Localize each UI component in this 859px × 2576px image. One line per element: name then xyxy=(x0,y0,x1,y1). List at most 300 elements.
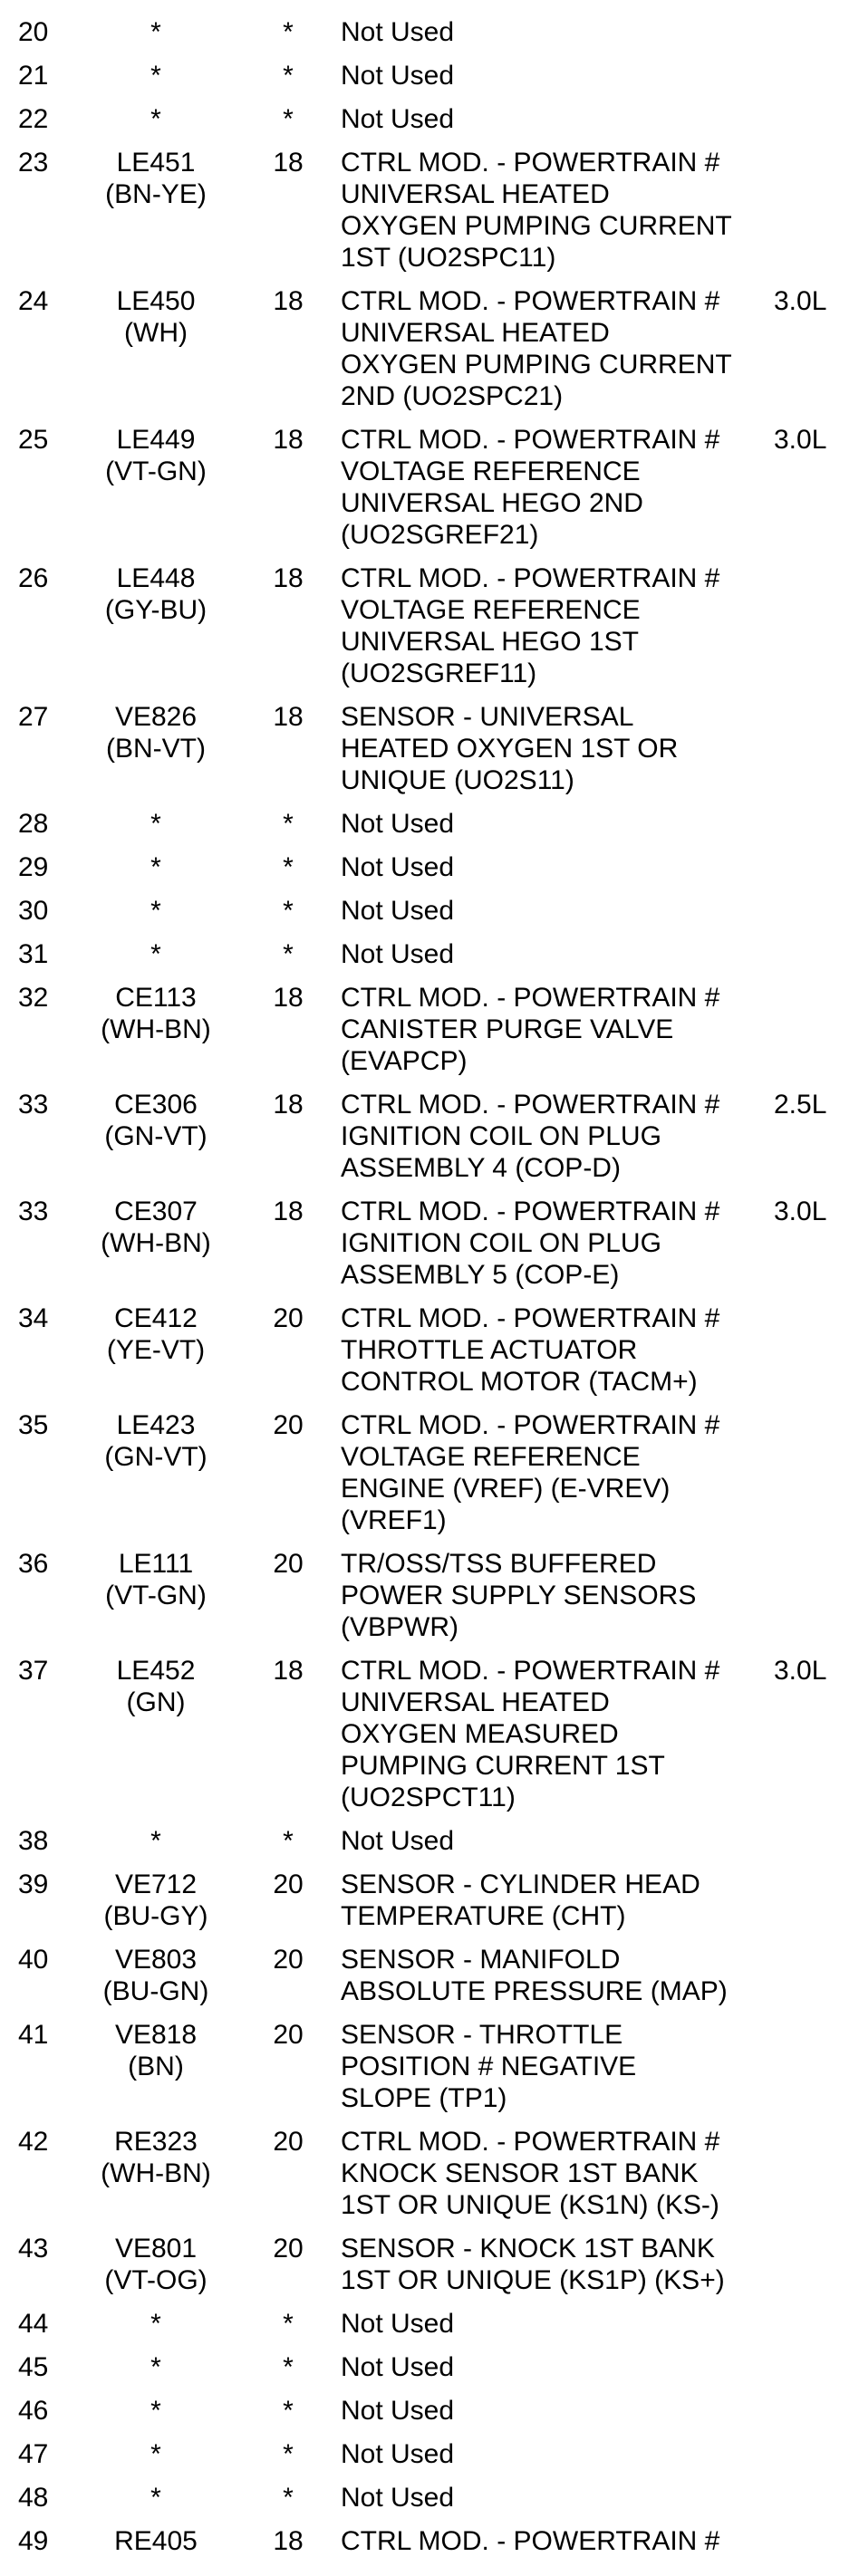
wire-gauge: 18 xyxy=(273,1197,304,1226)
wire-gauge: 18 xyxy=(273,563,304,593)
circuit-function-line: Not Used xyxy=(341,896,455,926)
pin-number: 40 xyxy=(18,1945,49,1975)
table-row xyxy=(0,1302,859,1409)
circuit-function-line: HEATED OXYGEN 1ST OR xyxy=(341,734,679,764)
table-row xyxy=(0,808,859,851)
engine-option-note xyxy=(774,2233,859,2308)
pin-number: 25 xyxy=(18,425,49,455)
pin-number: 29 xyxy=(18,852,49,882)
circuit-id: * xyxy=(150,2309,161,2339)
circuit-cell xyxy=(71,1302,241,1409)
circuit-id: CE113 xyxy=(115,983,197,1013)
circuit-cell xyxy=(71,2019,241,2126)
circuit-function-cell xyxy=(335,851,774,895)
table-row xyxy=(0,562,859,701)
engine-option-note xyxy=(774,982,859,1089)
wire-gauge: * xyxy=(283,2352,294,2382)
table-row xyxy=(0,424,859,562)
pin-number: 36 xyxy=(18,1549,49,1579)
wire-color: (GN-VT) xyxy=(104,1442,208,1472)
wire-gauge: 20 xyxy=(273,2020,304,2050)
circuit-function-line: Not Used xyxy=(341,939,455,969)
engine-option-note xyxy=(774,938,859,982)
wire-color: (WH-BN) xyxy=(101,1228,211,1258)
wire-gauge: * xyxy=(283,809,294,839)
wire-gauge: 20 xyxy=(273,1870,304,1899)
circuit-cell xyxy=(71,1196,241,1302)
engine-option-note xyxy=(774,103,859,147)
engine-option-note xyxy=(774,562,859,701)
circuit-cell xyxy=(71,1655,241,1825)
pin-number: 30 xyxy=(18,896,49,926)
circuit-id: RE405 xyxy=(114,2526,198,2556)
circuit-function-cell xyxy=(335,2482,774,2525)
circuit-function-cell xyxy=(335,1409,774,1548)
circuit-function-cell xyxy=(335,2395,774,2438)
circuit-function-cell xyxy=(335,982,774,1089)
circuit-function-line: (UO2SGREF21) xyxy=(341,520,539,550)
circuit-id: LE423 xyxy=(116,1410,196,1440)
wire-gauge: 18 xyxy=(273,983,304,1013)
circuit-function-line: UNIVERSAL HEGO 2ND xyxy=(341,488,643,518)
circuit-id: * xyxy=(150,2483,161,2513)
table-row xyxy=(0,2351,859,2395)
table-row xyxy=(0,1548,859,1655)
wire-gauge: * xyxy=(283,2309,294,2339)
circuit-function-line: CANISTER PURGE VALVE xyxy=(341,1014,674,1044)
pin-number: 45 xyxy=(18,2352,49,2382)
circuit-function-line: 1ST OR UNIQUE (KS1P) (KS+) xyxy=(341,2265,725,2295)
circuit-function-line: CTRL MOD. - POWERTRAIN # xyxy=(341,2526,720,2556)
circuit-id: * xyxy=(150,852,161,882)
circuit-function-line: (UO2SPCT11) xyxy=(341,1783,516,1812)
circuit-function-line: CTRL MOD. - POWERTRAIN # xyxy=(341,425,720,455)
circuit-function-line: IGNITION COIL ON PLUG xyxy=(341,1121,661,1151)
circuit-cell xyxy=(71,2126,241,2233)
circuit-function-cell xyxy=(335,424,774,562)
table-row xyxy=(0,1655,859,1825)
circuit-function-cell xyxy=(335,1302,774,1409)
wire-color: (VT-OG) xyxy=(104,2265,208,2295)
circuit-function-line: ASSEMBLY 5 (COP-E) xyxy=(341,1260,620,1290)
circuit-id: LE449 xyxy=(116,425,196,455)
circuit-function-line: CTRL MOD. - POWERTRAIN # xyxy=(341,1197,720,1226)
circuit-function-line: OXYGEN PUMPING CURRENT xyxy=(341,211,732,241)
circuit-function-cell xyxy=(335,60,774,103)
circuit-id: CE412 xyxy=(114,1303,198,1333)
table-row xyxy=(0,147,859,285)
circuit-id: LE111 xyxy=(118,1549,194,1579)
circuit-function-line: Not Used xyxy=(341,2483,455,2513)
circuit-id: * xyxy=(150,2352,161,2382)
engine-option-note xyxy=(774,2019,859,2126)
circuit-id: CE306 xyxy=(114,1090,198,1120)
circuit-function-cell xyxy=(335,147,774,285)
pin-number: 47 xyxy=(18,2439,49,2469)
table-row xyxy=(0,938,859,982)
circuit-function-line: CTRL MOD. - POWERTRAIN # xyxy=(341,983,720,1013)
circuit-function-line: Not Used xyxy=(341,1826,455,1856)
circuit-cell xyxy=(71,1825,241,1869)
table-row xyxy=(0,2525,859,2569)
pin-number: 23 xyxy=(18,148,49,178)
circuit-cell xyxy=(71,562,241,701)
circuit-function-line: UNIVERSAL HEGO 1ST xyxy=(341,627,639,657)
circuit-id: VE712 xyxy=(114,1870,198,1899)
circuit-id: LE450 xyxy=(116,286,196,316)
engine-option-note xyxy=(774,1548,859,1655)
circuit-id: * xyxy=(150,2396,161,2426)
circuit-cell xyxy=(71,2351,241,2395)
pin-number: 21 xyxy=(18,61,49,91)
circuit-function-line: Not Used xyxy=(341,2396,455,2426)
wire-gauge: * xyxy=(283,852,294,882)
engine-option-note xyxy=(774,2482,859,2525)
pin-number: 26 xyxy=(18,563,49,593)
circuit-id: LE451 xyxy=(116,148,196,178)
engine-option-note xyxy=(774,1302,859,1409)
engine-option-note: 3.0L xyxy=(774,1197,827,1226)
circuit-function-line: 1ST (UO2SPC11) xyxy=(341,243,556,273)
circuit-cell xyxy=(71,938,241,982)
engine-option-note xyxy=(774,1409,859,1548)
wire-gauge: 18 xyxy=(273,1656,304,1686)
engine-option-note xyxy=(774,16,859,60)
wire-gauge: 20 xyxy=(273,2127,304,2157)
circuit-id: * xyxy=(150,809,161,839)
circuit-cell xyxy=(71,2525,241,2569)
circuit-function-line: 2ND (UO2SPC21) xyxy=(341,381,564,411)
circuit-function-line: SENSOR - THROTTLE xyxy=(341,2020,623,2050)
engine-option-note: 3.0L xyxy=(774,1656,827,1686)
circuit-id: * xyxy=(150,17,161,47)
circuit-function-line: CTRL MOD. - POWERTRAIN # xyxy=(341,563,720,593)
circuit-function-line: Not Used xyxy=(341,104,455,134)
circuit-function-line: OXYGEN MEASURED xyxy=(341,1719,619,1749)
table-row xyxy=(0,1825,859,1869)
wire-color: (WH-BN) xyxy=(101,1014,211,1044)
wire-gauge: * xyxy=(283,2439,294,2469)
circuit-cell xyxy=(71,2438,241,2482)
circuit-id: * xyxy=(150,1826,161,1856)
wire-color: (WH) xyxy=(124,318,188,348)
wire-gauge: * xyxy=(283,2396,294,2426)
pin-number: 31 xyxy=(18,939,49,969)
wire-gauge: * xyxy=(283,896,294,926)
circuit-cell xyxy=(71,285,241,424)
circuit-function-line: Not Used xyxy=(341,2439,455,2469)
circuit-function-line: CTRL MOD. - POWERTRAIN # xyxy=(341,1656,720,1686)
table-row xyxy=(0,1196,859,1302)
pin-number: 41 xyxy=(18,2020,49,2050)
pin-number: 27 xyxy=(18,702,49,732)
circuit-function-cell xyxy=(335,16,774,60)
table-row xyxy=(0,895,859,938)
engine-option-note xyxy=(774,1944,859,2019)
circuit-id: CE307 xyxy=(114,1197,198,1226)
circuit-function-cell xyxy=(335,1655,774,1825)
wire-gauge: * xyxy=(283,939,294,969)
circuit-cell xyxy=(71,1548,241,1655)
circuit-id: * xyxy=(150,896,161,926)
circuit-function-line: KNOCK SENSOR 1ST BANK xyxy=(341,2158,699,2188)
circuit-function-line: SENSOR - UNIVERSAL xyxy=(341,702,634,732)
circuit-cell xyxy=(71,60,241,103)
circuit-function-line: UNIQUE (UO2S11) xyxy=(341,765,574,795)
circuit-function-cell xyxy=(335,562,774,701)
wire-color: (GN) xyxy=(126,1687,186,1717)
circuit-function-line: CTRL MOD. - POWERTRAIN # xyxy=(341,148,720,178)
wire-gauge: * xyxy=(283,17,294,47)
circuit-function-cell xyxy=(335,895,774,938)
circuit-function-line: CTRL MOD. - POWERTRAIN # xyxy=(341,2127,720,2157)
wire-color: (BU-GN) xyxy=(102,1976,209,2006)
table-row xyxy=(0,701,859,808)
pinout-table-body xyxy=(0,16,859,2569)
engine-option-note xyxy=(774,147,859,285)
circuit-function-line: 1ST OR UNIQUE (KS1N) (KS-) xyxy=(341,2190,719,2220)
circuit-function-line: CTRL MOD. - POWERTRAIN # xyxy=(341,286,720,316)
table-row xyxy=(0,2233,859,2308)
circuit-function-line: IGNITION COIL ON PLUG xyxy=(341,1228,661,1258)
circuit-function-line: VOLTAGE REFERENCE xyxy=(341,595,641,625)
engine-option-note xyxy=(774,2308,859,2351)
wire-color: (WH-BN) xyxy=(101,2158,211,2188)
pin-number: 35 xyxy=(18,1410,49,1440)
circuit-cell xyxy=(71,701,241,808)
engine-option-note: 3.0L xyxy=(774,425,827,455)
wire-gauge: 20 xyxy=(273,1945,304,1975)
circuit-function-line: (UO2SGREF11) xyxy=(341,658,537,688)
table-row xyxy=(0,2126,859,2233)
circuit-function-line: (VBPWR) xyxy=(341,1612,458,1642)
circuit-cell xyxy=(71,982,241,1089)
wire-color: (BN) xyxy=(128,2052,184,2081)
engine-option-note xyxy=(774,2395,859,2438)
circuit-id: * xyxy=(150,939,161,969)
circuit-cell xyxy=(71,2482,241,2525)
wire-gauge: 18 xyxy=(273,148,304,178)
circuit-id: VE826 xyxy=(114,702,198,732)
circuit-function-line: Not Used xyxy=(341,2309,455,2339)
circuit-cell xyxy=(71,808,241,851)
circuit-function-cell xyxy=(335,1869,774,1944)
wire-gauge: * xyxy=(283,104,294,134)
table-row xyxy=(0,2019,859,2126)
table-row xyxy=(0,60,859,103)
circuit-id: LE448 xyxy=(116,563,196,593)
circuit-function-cell xyxy=(335,701,774,808)
circuit-function-line: TEMPERATURE (CHT) xyxy=(341,1901,626,1931)
circuit-function-cell xyxy=(335,2019,774,2126)
wire-gauge: 18 xyxy=(273,2526,304,2556)
circuit-function-line: UNIVERSAL HEATED xyxy=(341,1687,610,1717)
circuit-function-cell xyxy=(335,1089,774,1196)
circuit-function-line: ASSEMBLY 4 (COP-D) xyxy=(341,1153,621,1183)
pin-number: 39 xyxy=(18,1870,49,1899)
wire-gauge: 18 xyxy=(273,286,304,316)
wire-gauge: * xyxy=(283,2483,294,2513)
wire-color: (VT-GN) xyxy=(105,457,207,486)
pin-number: 49 xyxy=(18,2526,49,2556)
circuit-function-cell xyxy=(335,808,774,851)
circuit-cell xyxy=(71,851,241,895)
circuit-id: * xyxy=(150,61,161,91)
circuit-cell xyxy=(71,424,241,562)
circuit-cell xyxy=(71,103,241,147)
wire-gauge: * xyxy=(283,61,294,91)
circuit-function-line: SENSOR - MANIFOLD xyxy=(341,1945,621,1975)
circuit-function-cell xyxy=(335,103,774,147)
circuit-function-cell xyxy=(335,1196,774,1302)
wire-gauge: * xyxy=(283,1826,294,1856)
circuit-id: VE801 xyxy=(114,2234,198,2264)
circuit-function-line: Not Used xyxy=(341,852,455,882)
pin-number: 32 xyxy=(18,983,49,1013)
circuit-function-cell xyxy=(335,938,774,982)
table-row xyxy=(0,285,859,424)
circuit-function-line: OXYGEN PUMPING CURRENT xyxy=(341,350,732,380)
circuit-cell xyxy=(71,147,241,285)
table-row xyxy=(0,1409,859,1548)
pin-number: 34 xyxy=(18,1303,49,1333)
engine-option-note xyxy=(774,1825,859,1869)
pin-number: 20 xyxy=(18,17,49,47)
circuit-cell xyxy=(71,1869,241,1944)
circuit-id: RE323 xyxy=(114,2127,198,2157)
wire-color: (BN-VT) xyxy=(106,734,206,764)
circuit-function-line: POSITION # NEGATIVE xyxy=(341,2052,637,2081)
wire-color: (BN-YE) xyxy=(105,179,207,209)
wire-gauge: 18 xyxy=(273,425,304,455)
circuit-function-cell xyxy=(335,1825,774,1869)
engine-option-note xyxy=(774,60,859,103)
pin-number: 24 xyxy=(18,286,49,316)
circuit-function-line: UNIVERSAL HEATED xyxy=(341,318,610,348)
engine-option-note xyxy=(774,2351,859,2395)
circuit-function-line: CTRL MOD. - POWERTRAIN # xyxy=(341,1410,720,1440)
circuit-function-cell xyxy=(335,2126,774,2233)
circuit-function-line: UNIVERSAL HEATED xyxy=(341,179,610,209)
wire-color: (GY-BU) xyxy=(104,595,208,625)
circuit-function-line: PUMPING CURRENT 1ST xyxy=(341,1751,665,1781)
wire-gauge: 20 xyxy=(273,1549,304,1579)
pin-number: 33 xyxy=(18,1090,49,1120)
circuit-function-line: CONTROL MOTOR (TACM+) xyxy=(341,1367,698,1397)
wire-gauge: 18 xyxy=(273,1090,304,1120)
circuit-id: * xyxy=(150,2439,161,2469)
circuit-cell xyxy=(71,2308,241,2351)
wire-gauge: 20 xyxy=(273,1410,304,1440)
circuit-function-cell xyxy=(335,1944,774,2019)
wire-gauge: 20 xyxy=(273,1303,304,1333)
circuit-function-cell xyxy=(335,2525,774,2569)
pin-number: 43 xyxy=(18,2234,49,2264)
circuit-id: LE452 xyxy=(116,1656,196,1686)
table-row xyxy=(0,2438,859,2482)
circuit-function-cell xyxy=(335,2438,774,2482)
wire-color: (VT-GN) xyxy=(105,1581,207,1610)
circuit-function-line: CTRL MOD. - POWERTRAIN # xyxy=(341,1090,720,1120)
engine-option-note xyxy=(774,2126,859,2233)
table-row xyxy=(0,103,859,147)
circuit-function-line: (VREF1) xyxy=(341,1505,447,1535)
circuit-function-line: (EVAPCP) xyxy=(341,1046,468,1076)
circuit-function-line: ENGINE (VREF) (E-VREV) xyxy=(341,1474,671,1504)
circuit-id: * xyxy=(150,104,161,134)
circuit-cell xyxy=(71,1409,241,1548)
circuit-function-line: THROTTLE ACTUATOR xyxy=(341,1335,638,1365)
circuit-function-line: TR/OSS/TSS BUFFERED xyxy=(341,1549,657,1579)
table-row xyxy=(0,982,859,1089)
table-row xyxy=(0,1944,859,2019)
engine-option-note: 2.5L xyxy=(774,1090,827,1120)
circuit-cell xyxy=(71,2395,241,2438)
circuit-function-line: CTRL MOD. - POWERTRAIN # xyxy=(341,1303,720,1333)
engine-option-note xyxy=(774,701,859,808)
circuit-cell xyxy=(71,16,241,60)
pin-number: 38 xyxy=(18,1826,49,1856)
table-row xyxy=(0,16,859,60)
circuit-function-cell xyxy=(335,2308,774,2351)
connector-pinout-table xyxy=(0,16,859,2569)
wire-gauge: 18 xyxy=(273,702,304,732)
circuit-function-cell xyxy=(335,285,774,424)
pin-number: 22 xyxy=(18,104,49,134)
circuit-function-line: Not Used xyxy=(341,2352,455,2382)
table-row xyxy=(0,2395,859,2438)
wire-color: (BU-GY) xyxy=(103,1901,208,1931)
table-row xyxy=(0,2482,859,2525)
circuit-function-line: Not Used xyxy=(341,17,455,47)
table-row xyxy=(0,1869,859,1944)
circuit-cell xyxy=(71,2233,241,2308)
engine-option-note xyxy=(774,1869,859,1944)
wire-color: (GN-VT) xyxy=(104,1121,208,1151)
engine-option-note xyxy=(774,895,859,938)
engine-option-note xyxy=(774,851,859,895)
table-row xyxy=(0,1089,859,1196)
table-row xyxy=(0,851,859,895)
circuit-function-line: SENSOR - CYLINDER HEAD xyxy=(341,1870,700,1899)
circuit-cell xyxy=(71,1089,241,1196)
engine-option-note: 3.0L xyxy=(774,286,827,316)
circuit-id: VE803 xyxy=(114,1945,198,1975)
circuit-function-cell xyxy=(335,2351,774,2395)
pin-number: 33 xyxy=(18,1197,49,1226)
circuit-function-line: VOLTAGE REFERENCE xyxy=(341,457,641,486)
pin-number: 42 xyxy=(18,2127,49,2157)
pin-number: 48 xyxy=(18,2483,49,2513)
circuit-cell xyxy=(71,1944,241,2019)
circuit-cell xyxy=(71,895,241,938)
circuit-function-line: Not Used xyxy=(341,61,455,91)
pin-number: 37 xyxy=(18,1656,49,1686)
engine-option-note xyxy=(774,2525,859,2569)
circuit-function-line: SLOPE (TP1) xyxy=(341,2083,507,2113)
pin-number: 44 xyxy=(18,2309,49,2339)
wire-gauge: 20 xyxy=(273,2234,304,2264)
engine-option-note xyxy=(774,2438,859,2482)
engine-option-note xyxy=(774,808,859,851)
table-row xyxy=(0,2308,859,2351)
circuit-function-cell xyxy=(335,1548,774,1655)
circuit-function-line: ABSOLUTE PRESSURE (MAP) xyxy=(341,1976,728,2006)
circuit-function-line: VOLTAGE REFERENCE xyxy=(341,1442,641,1472)
circuit-function-line: Not Used xyxy=(341,809,455,839)
circuit-id: VE818 xyxy=(114,2020,198,2050)
pin-number: 28 xyxy=(18,809,49,839)
